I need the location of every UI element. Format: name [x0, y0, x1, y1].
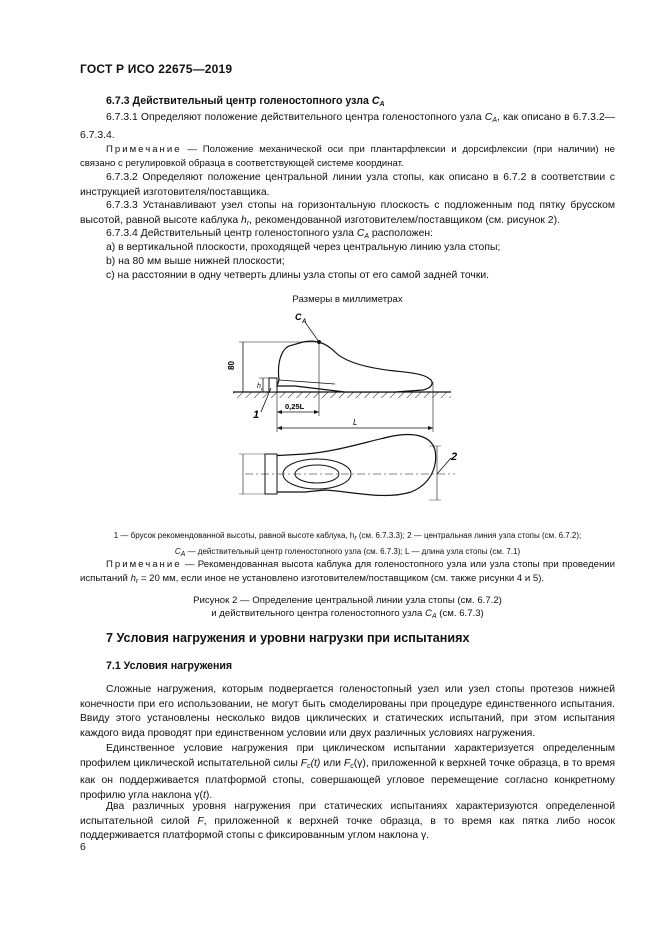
legend-line-1: 1 — брусок рекомендованной высоты, равной высоте каблука, hr (см. 6.7.3.3); 2 — центральная линия узла стопы (см. 6.7.2); — [113, 531, 582, 542]
ca-subscript: A — [379, 101, 385, 108]
dimension-l: L — [353, 418, 358, 427]
section-7-heading: 7 Условия нагружения и уровни нагрузки при испытаниях — [106, 631, 470, 645]
caption-line-2: и действительного центра голеностопного узла $C_A$ (см. 6.7.3) — [211, 608, 484, 620]
figure-dimensions-title: Размеры в миллиметрах — [292, 294, 403, 305]
list-item-b: b) на 80 мм выше нижней плоскости; — [106, 256, 285, 267]
paragraph-6-7-3-3: 6.7.3.3 Устанавливают узел стопы на горизонтальную плоскость с подложенным под пятку брусском высотой, равной высоте каблука $h_r$, рекомендованной изготовителем/поставщиком (см. рисунок 2). — [80, 200, 615, 227]
paragraph-6-7-3-4: 6.7.3.4 Действительный центр голеностопного узла $C_A$ расположен: — [106, 228, 434, 240]
foot-top-view — [269, 435, 436, 496]
caption-line-1: Рисунок 2 — Определение центральной линии узла стопы (см. 6.7.2) — [193, 595, 502, 606]
legend-line-2: CA — действительный центр голеностопного узла (см. 6.7.3); L — длина узла стопы (см. 7.1) — [174, 546, 521, 558]
list-item-c: c) на расстоянии в одну четверть длины узла стопы от его самой задней точки. — [106, 270, 490, 281]
paragraph-6-7-3-1: 6.7.3.1 Определяют положение действительного центра голеностопного узла $C_A$, как описано в 6.7.3.2—6.7.3.4. — [80, 112, 616, 141]
document-header: ГОСТ Р ИСО 22675—2019 — [80, 62, 233, 76]
section-7-1-heading: 7.1 Условия нагружения — [106, 660, 233, 672]
figure-caption — [80, 594, 615, 623]
ca-label: C — [295, 312, 302, 322]
ground-hatching — [233, 392, 451, 398]
dimension-025l: 0,25L — [285, 402, 305, 411]
foot-side-view — [277, 341, 432, 392]
paragraph-7-1-3: Два различных уровня нагружения при статических испытаниях характеризуются определенной испытательной силой F, приложенной к верхней точке образца, в то время как пятка либо носок поддерживается платформой стопы с фиксированным углом наклона γ. — [80, 801, 615, 842]
label-1: 1 — [253, 409, 260, 421]
figure-2-drawing — [225, 308, 465, 523]
section-6-7-3-heading — [106, 95, 385, 108]
note-2: Примечание — Рекомендованная высота каблука для голеностопного узла или узла стопы при проведении испытаний $h_r = 20$ мм, если иное не установлено изготовителем/поставщиком (см. также рисунки 4 и 5). — [80, 559, 615, 585]
figure-legend — [80, 530, 615, 561]
list-item-a: a) в вертикальной плоскости, проходящей через центральную линию узла стопы; — [106, 242, 501, 253]
note-label: Примечание — [106, 559, 182, 570]
paragraph-6-7-3-2: 6.7.3.2 Определяют положение центральной линии узла стопы, как описано в 6.7.2 в соответствии с инструкцией изготовителя/поставщика. — [80, 172, 615, 198]
dimension-hr-sub: r — [261, 387, 263, 393]
dimension-80: 80 — [227, 361, 236, 370]
section-title: Действительный центр голеностопного узла — [132, 95, 369, 107]
dimension-hr: h — [257, 383, 261, 390]
ca-symbol: C — [371, 95, 380, 107]
paragraph-7-1-1: Сложные нагружения, которым подвергается голеностопный узел или узел стопы протезов нижней конечности при его использовании, не могут быть смоделированы при процедуре единственного испытания. Ввиду этого установлены несколько видов циклических и статических испытаний, при этом испытания каждого вида проводят при единственном условии или двух различных условиях нагружения. — [80, 684, 615, 739]
paragraph-7-1-2: Единственное условие нагружения при циклическом испытании характеризуется определенным профилем циклической испытательной силы $F_c(t)$ или $F_c(\gamma)$, приложенной к верхней точке образца, в то время как он поддерживается платформой стопы, совершающей угловое перемещение согласно конкретному профилю угла наклона γ(t). — [80, 743, 616, 801]
page-number: 6 — [80, 842, 86, 853]
section-number: 6.7.3 — [106, 95, 130, 107]
note-1: Примечание — Положение механической оси при плантарфлексии и дорсифлексии (при наличии) не связано с регулировкой образца в соответствующей системе координат. — [80, 144, 615, 169]
note-label: Примечание — [106, 144, 182, 155]
label-2: 2 — [451, 451, 458, 463]
ca-label-sub: A — [302, 319, 307, 325]
